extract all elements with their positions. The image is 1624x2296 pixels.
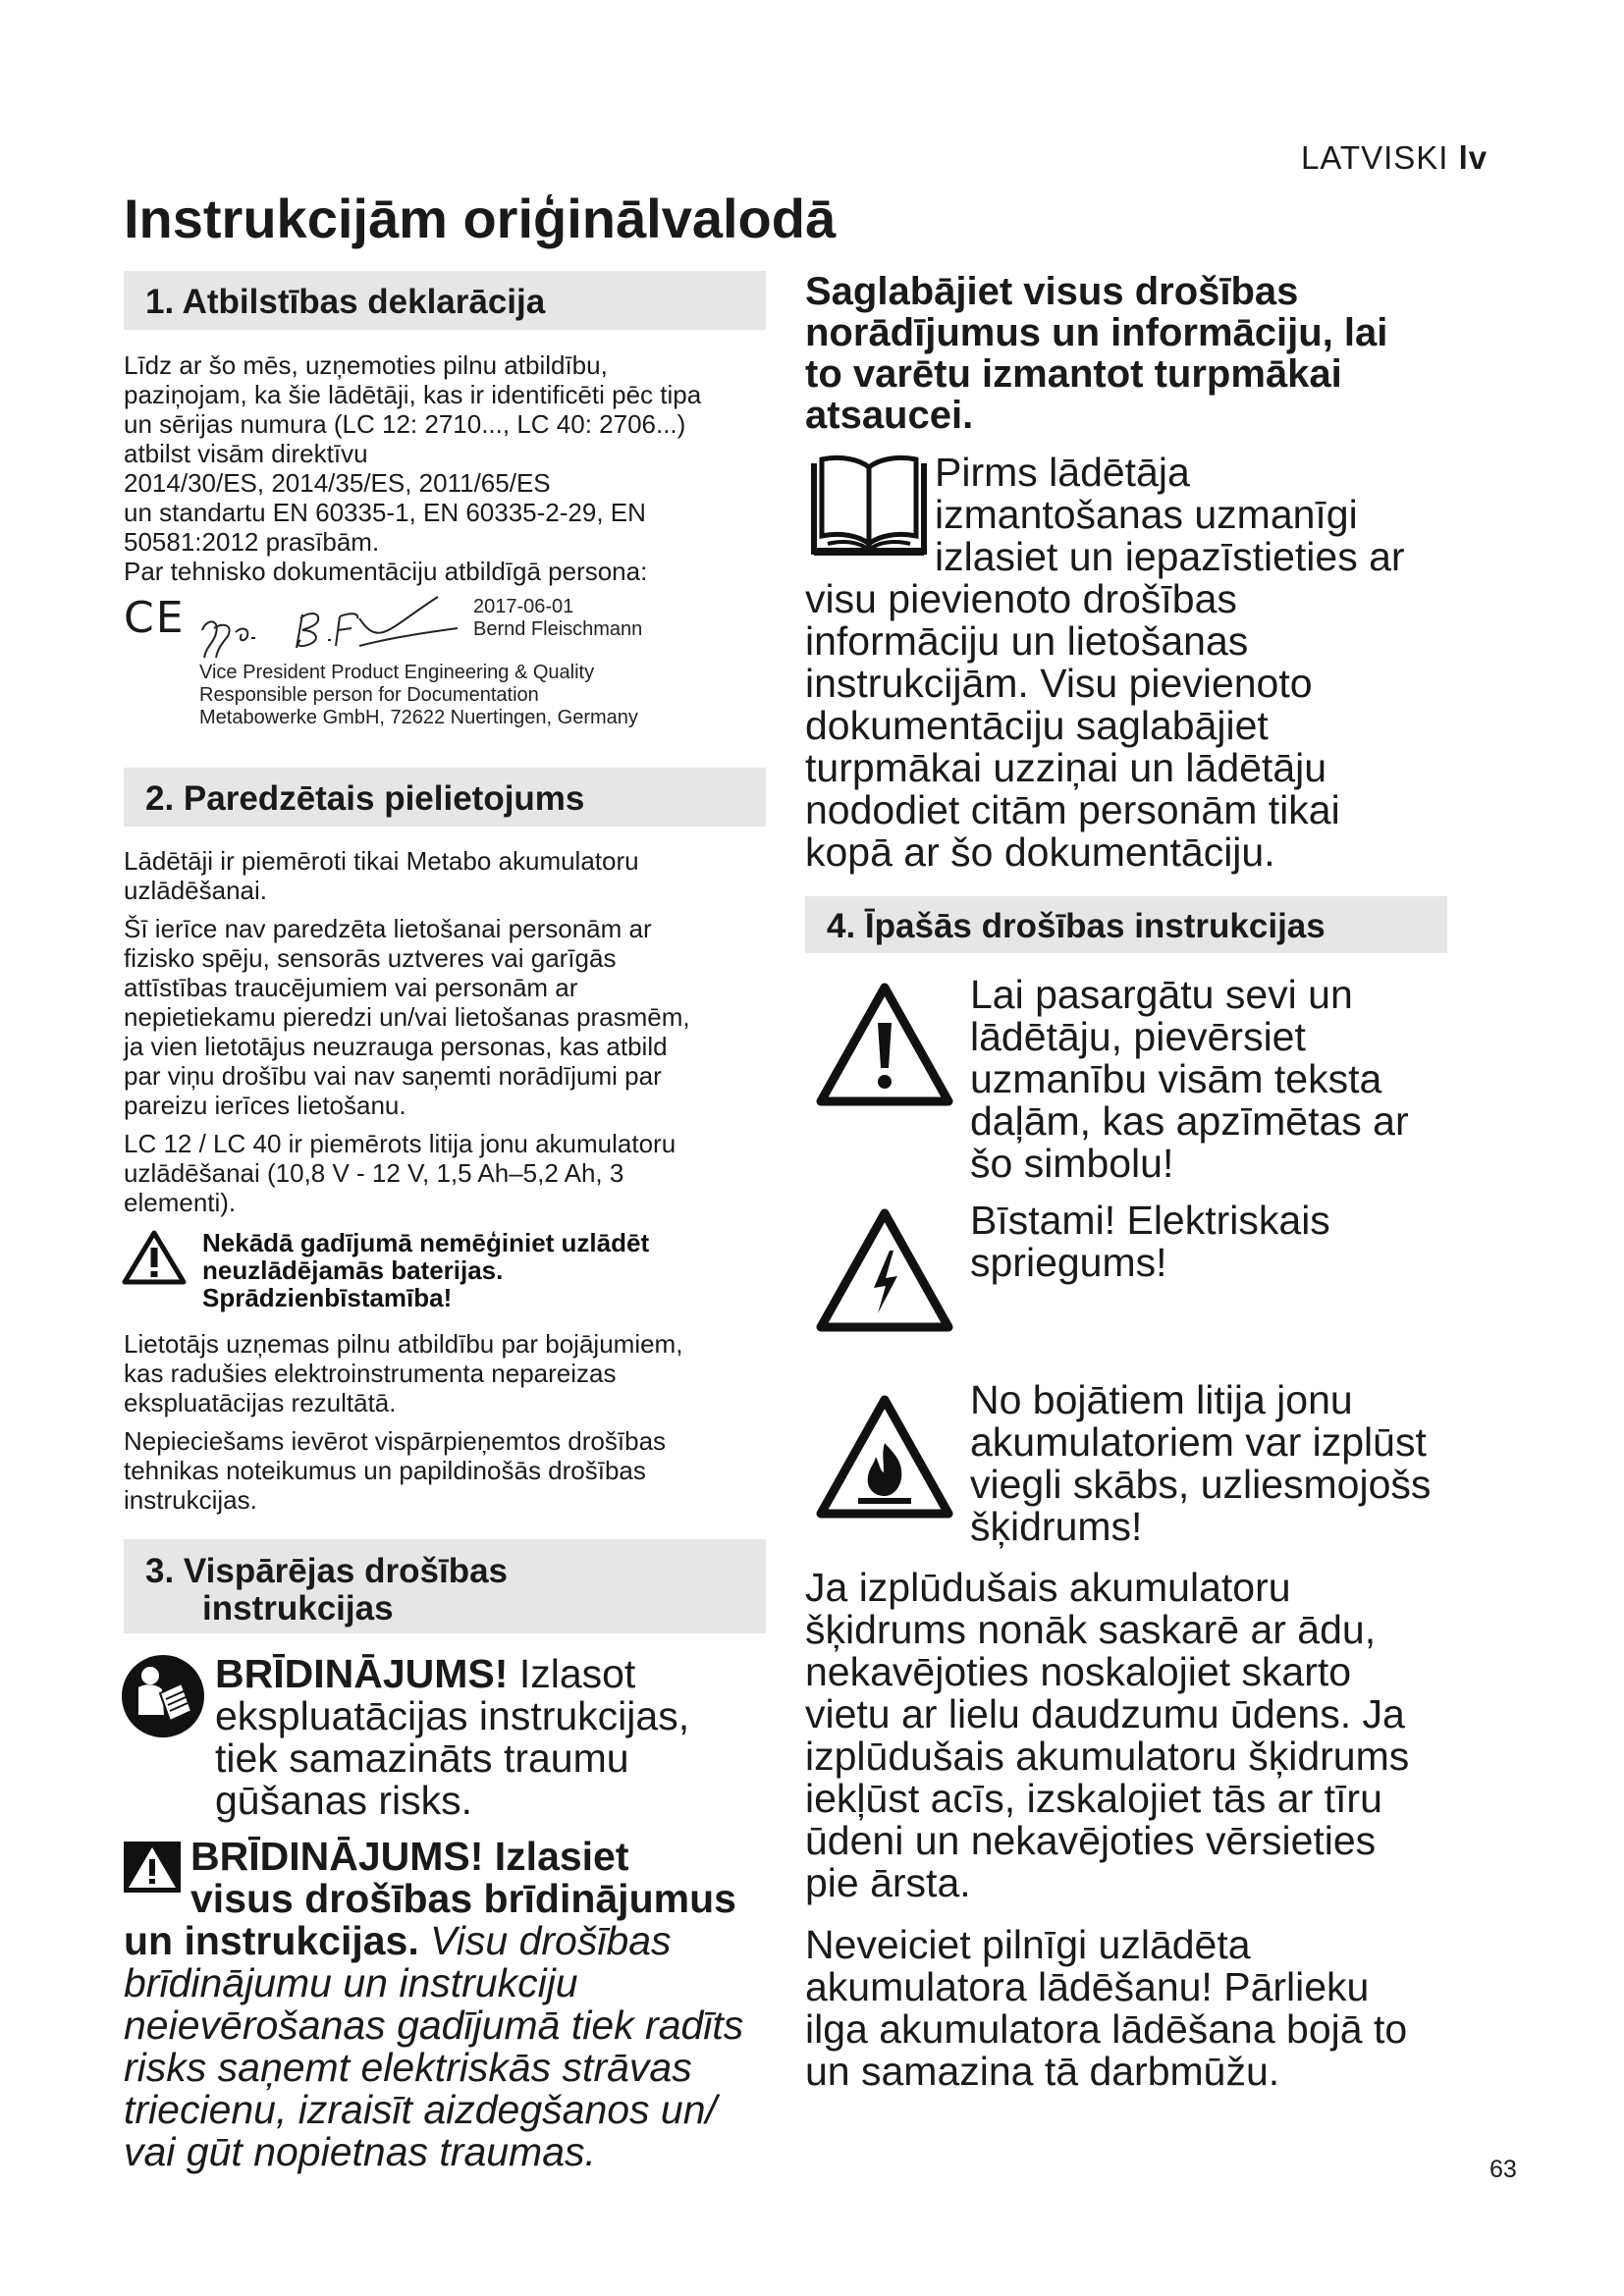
section-1-heading: 1. Atbilstības deklarācija xyxy=(124,271,766,330)
read-manual-warning: BRĪDINĀJUMS! Izlasot ekspluatācijas instrukcijas, tiek samazināts traumu gūšanas risks. xyxy=(215,1651,690,1823)
liability-text: Lietotājs uzņemas pilnu atbildību par bojājumiem, kas radušies elektroinstrumenta nepareizas ekspluatācijas rezultātā. Nepieciešams ievērot vispārpieņemtos drošības tehnikas noteikumus un papildinošās drošības instrukcijas. xyxy=(124,1329,683,1515)
battery-liquid-instructions: Ja izplūdušais akumulatoru šķidrums nonāk saskarē ar ādu, nekavējoties noskalojiet skarto vietu ar lielu daudzumu ūdens. Ja izplūdušais akumulatoru šķidrums iekļūst acīs, izskalojiet tās ar tīru ūdeni un nekavējoties vērsieties pie ārsta. Neveiciet pilnīgi uzlādēta akumulatora lādēšanu! Pārlieku ilga akumulatora lādēšana bojā to un samazina tā darbmūžu. xyxy=(805,1565,1410,2094)
section-4-heading: 4. Īpašās drošības instrukcijas xyxy=(805,896,1447,953)
battery-liquid-warning-text: No bojātiem litija jonu akumulatoriem var izplūst viegli skābs, uzliesmojošs šķidrums! xyxy=(970,1377,1432,1549)
read-before-use-text: Pirms lādētāja izmantošanas uzmanīgi izlasiet un iepazīstieties ar xyxy=(935,450,1405,579)
section-3-heading: 3. Vispārējas drošības instrukcijas xyxy=(124,1539,766,1633)
section-2-heading: 2. Paredzētais pielietojums xyxy=(124,768,766,827)
signature-date: 2017-06-01 xyxy=(473,596,574,617)
warning-triangle-icon-large xyxy=(815,982,954,1107)
signature-date-block xyxy=(473,596,642,641)
page-title: Instrukcijām oriģinālvalodā xyxy=(124,187,837,249)
attention-symbol-text: Lai pasargātu sevi un lādētāju, pievērsiet uzmanību visām teksta daļām, kas apzīmētas ar šo simbolu! xyxy=(970,972,1409,1186)
intended-use-text: Lādētāji ir piemēroti tikai Metabo akumulatoru uzlādēšanai. Šī ierīce nav paredzēta lietošanai personām ar fizisko spēju, sensorās uztveres vai garīgās attīstības traucējumiem vai personām ar nepietiekamu pieredzi un/vai lietošanas prasmēm, ja vien lietotājus neuzrauga personas, kas atbild par viņu drošību vai nav saņemti norādījumi par pareizu ierīces lietošanu. LC 12 / LC 40 ir piemērots litija jonu akumulatoru uzlādēšanai (10,8 V - 12 V, 1,5 Ah–5,2 Ah, 3 elementi). xyxy=(124,846,690,1217)
save-instructions-text: Saglabājiet visus drošības norādījumus un informāciju, lai to varētu izmantot turpmākai atsaucei. xyxy=(805,270,1388,437)
signature-image xyxy=(192,589,463,667)
declaration-text: Līdz ar šo mēs, uzņemoties pilnu atbildību, paziņojam, ka šie lādētāji, kas ir identificēti pēc tipa un sērijas numura (LC 12: 2710..., LC 40: 2706...) atbilst visām direktīvu 2014/30/ES, 2014/35/ES, 2011/65/ES un standartu EN 60335-1, EN 60335-2-29, EN 50581:2012 prasībām. Par tehnisko dokumentāciju atbildīgā persona: xyxy=(124,350,702,586)
open-book-icon xyxy=(808,454,930,563)
signer-name: Bernd Fleischmann xyxy=(473,618,643,640)
page-number: 63 xyxy=(1489,2156,1517,2183)
electric-hazard-icon xyxy=(815,1207,954,1333)
language-label: LATVISKI lv xyxy=(1301,139,1489,176)
flammable-icon xyxy=(815,1394,954,1520)
general-safety-warning: BRĪDINĀJUMS! Izlasiet visus drošības brīdinājumus un instrukcijas. Visu drošības brīdinājumu un instrukciju neievērošanas gadījumā tiek radīts risks saņemt elektriskās strāvas triecienu, izraisīt aizdegšanos un/ vai gūt nopietnas traumas. xyxy=(124,1834,744,2174)
read-before-use-continued: visu pievienoto drošības informāciju un lietošanas instrukcijām. Visu pievienoto dokumentāciju saglabājiet turpmākai uzziņai un lādētāju nododiet citām personām tikai kopā ar šo dokumentāciju. xyxy=(805,576,1340,875)
read-manual-icon xyxy=(121,1654,205,1738)
battery-warning-text: Nekādā gadījumā nemēģiniet uzlādēt neuzlādējamās baterijas. Sprādzienbīstamība! xyxy=(202,1228,650,1312)
electric-hazard-text: Bīstami! Elektriskais spriegums! xyxy=(970,1198,1330,1285)
warning-triangle-icon xyxy=(122,1230,187,1285)
ce-mark: CE xyxy=(124,593,186,643)
signer-role: Vice President Product Engineering & Quality Responsible person for Documentation Metabowerke GmbH, 72622 Nuertingen, Germany xyxy=(199,662,638,728)
